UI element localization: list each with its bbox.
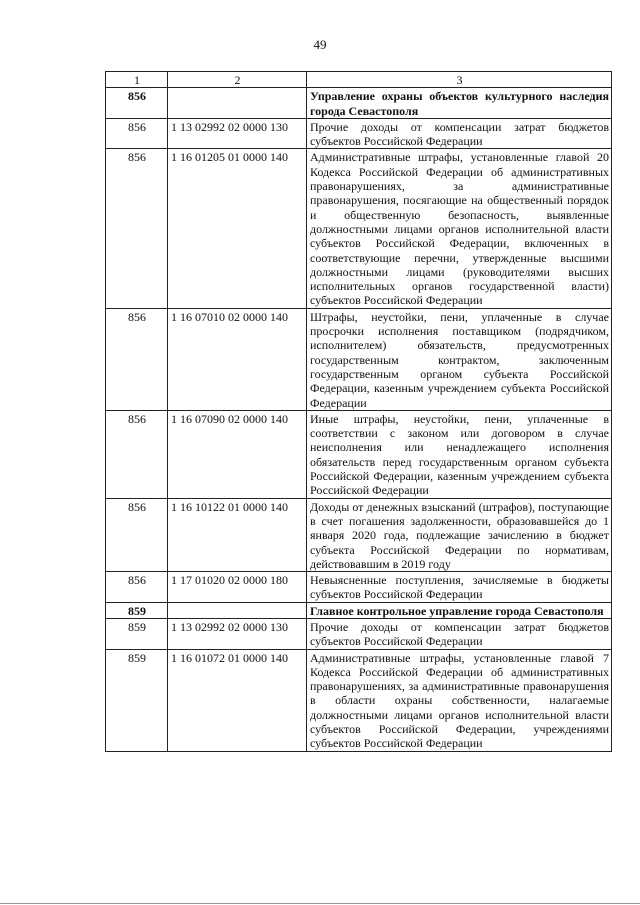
revenue-code-cell [168, 602, 307, 618]
revenue-code-cell [168, 88, 307, 119]
table-row [106, 498, 612, 571]
revenue-code-cell: 1 16 01072 01 0000 140 [168, 649, 307, 751]
page-number: 49 [313, 37, 327, 52]
table-row [106, 618, 612, 649]
revenue-code-cell: 1 16 07090 02 0000 140 [168, 410, 307, 498]
administrator-name-cell: Управление охраны объектов культурного наследия города Севастополя [307, 88, 612, 119]
revenue-description-cell: Доходы от денежных взысканий (штрафов), поступающие в счет погашения задолженности, образовавшейся до 1 января 2020 года, подлежащие зачислению в бюджет субъекта Российской Федерации по нормативам, действовавшим в 2019 году [307, 498, 612, 571]
revenue-code-cell: 1 13 02992 02 0000 130 [168, 118, 307, 149]
administrator-code-cell: 859 [106, 618, 168, 649]
administrator-code-cell: 859 [106, 649, 168, 751]
administrator-code-cell: 856 [106, 498, 168, 571]
administrator-code-cell: 856 [106, 118, 168, 149]
administrator-code-cell: 856 [106, 410, 168, 498]
revenue-code-cell: 1 16 10122 01 0000 140 [168, 498, 307, 571]
administrator-code-cell: 856 [106, 88, 168, 119]
revenue-codes-table [105, 71, 612, 752]
table-row [106, 308, 612, 410]
administrator-code-cell: 856 [106, 149, 168, 308]
table-row [106, 149, 612, 308]
column-number-2: 2 [168, 72, 307, 88]
revenue-description-cell: Невыясненные поступления, зачисляемые в бюджеты субъектов Российской Федерации [307, 572, 612, 603]
administrator-row [106, 602, 612, 618]
revenue-description-cell: Прочие доходы от компенсации затрат бюджетов субъектов Российской Федерации [307, 618, 612, 649]
revenue-code-cell: 1 16 07010 02 0000 140 [168, 308, 307, 410]
administrator-name-cell: Главное контрольное управление города Севастополя [307, 602, 612, 618]
table-header-row [106, 72, 612, 88]
page-bottom-edge [0, 903, 640, 904]
column-number-3: 3 [307, 72, 612, 88]
revenue-code-cell: 1 16 01205 01 0000 140 [168, 149, 307, 308]
revenue-code-cell: 1 17 01020 02 0000 180 [168, 572, 307, 603]
administrator-code-cell: 859 [106, 602, 168, 618]
administrator-row [106, 88, 612, 119]
table-row [106, 410, 612, 498]
revenue-description-cell: Прочие доходы от компенсации затрат бюджетов субъектов Российской Федерации [307, 118, 612, 149]
table-row [106, 649, 612, 751]
revenue-description-cell: Административные штрафы, установленные главой 20 Кодекса Российской Федерации об административных правонарушениях, за административные правонарушения, посягающие на общественный порядок и общественную безопасность, выявленные должностными лицами органов исполнительной власти субъектов Российской Федерации, включенных в соответствующие перечни, утвержденные высшими должностными лицами (руководителями высших исполнительных органов государственной власти) субъектов Российской Федерации [307, 149, 612, 308]
revenue-description-cell: Административные штрафы, установленные главой 7 Кодекса Российской Федерации об административных правонарушениях, за административные правонарушения в области охраны собственности, налагаемые должностными лицами органов исполнительной власти субъектов Российской Федерации, учреждениями субъектов Российской Федерации [307, 649, 612, 751]
table-row [106, 118, 612, 149]
administrator-code-cell: 856 [106, 308, 168, 410]
revenue-code-cell: 1 13 02992 02 0000 130 [168, 618, 307, 649]
table-row [106, 572, 612, 603]
administrator-code-cell: 856 [106, 572, 168, 603]
revenue-description-cell: Штрафы, неустойки, пени, уплаченные в случае просрочки исполнения поставщиком (подрядчиком, исполнителем) обязательств, предусмотренных государственным контрактом, заключенным государственным органом субъекта Российской Федерации, казенным учреждением субъекта Российской Федерации [307, 308, 612, 410]
column-number-1: 1 [106, 72, 168, 88]
revenue-description-cell: Иные штрафы, неустойки, пени, уплаченные в соответствии с законом или договором в случае неисполнения или ненадлежащего исполнения обязательств перед государственным органом субъекта Российской Федерации, казенным учреждением субъекта Российской Федерации [307, 410, 612, 498]
